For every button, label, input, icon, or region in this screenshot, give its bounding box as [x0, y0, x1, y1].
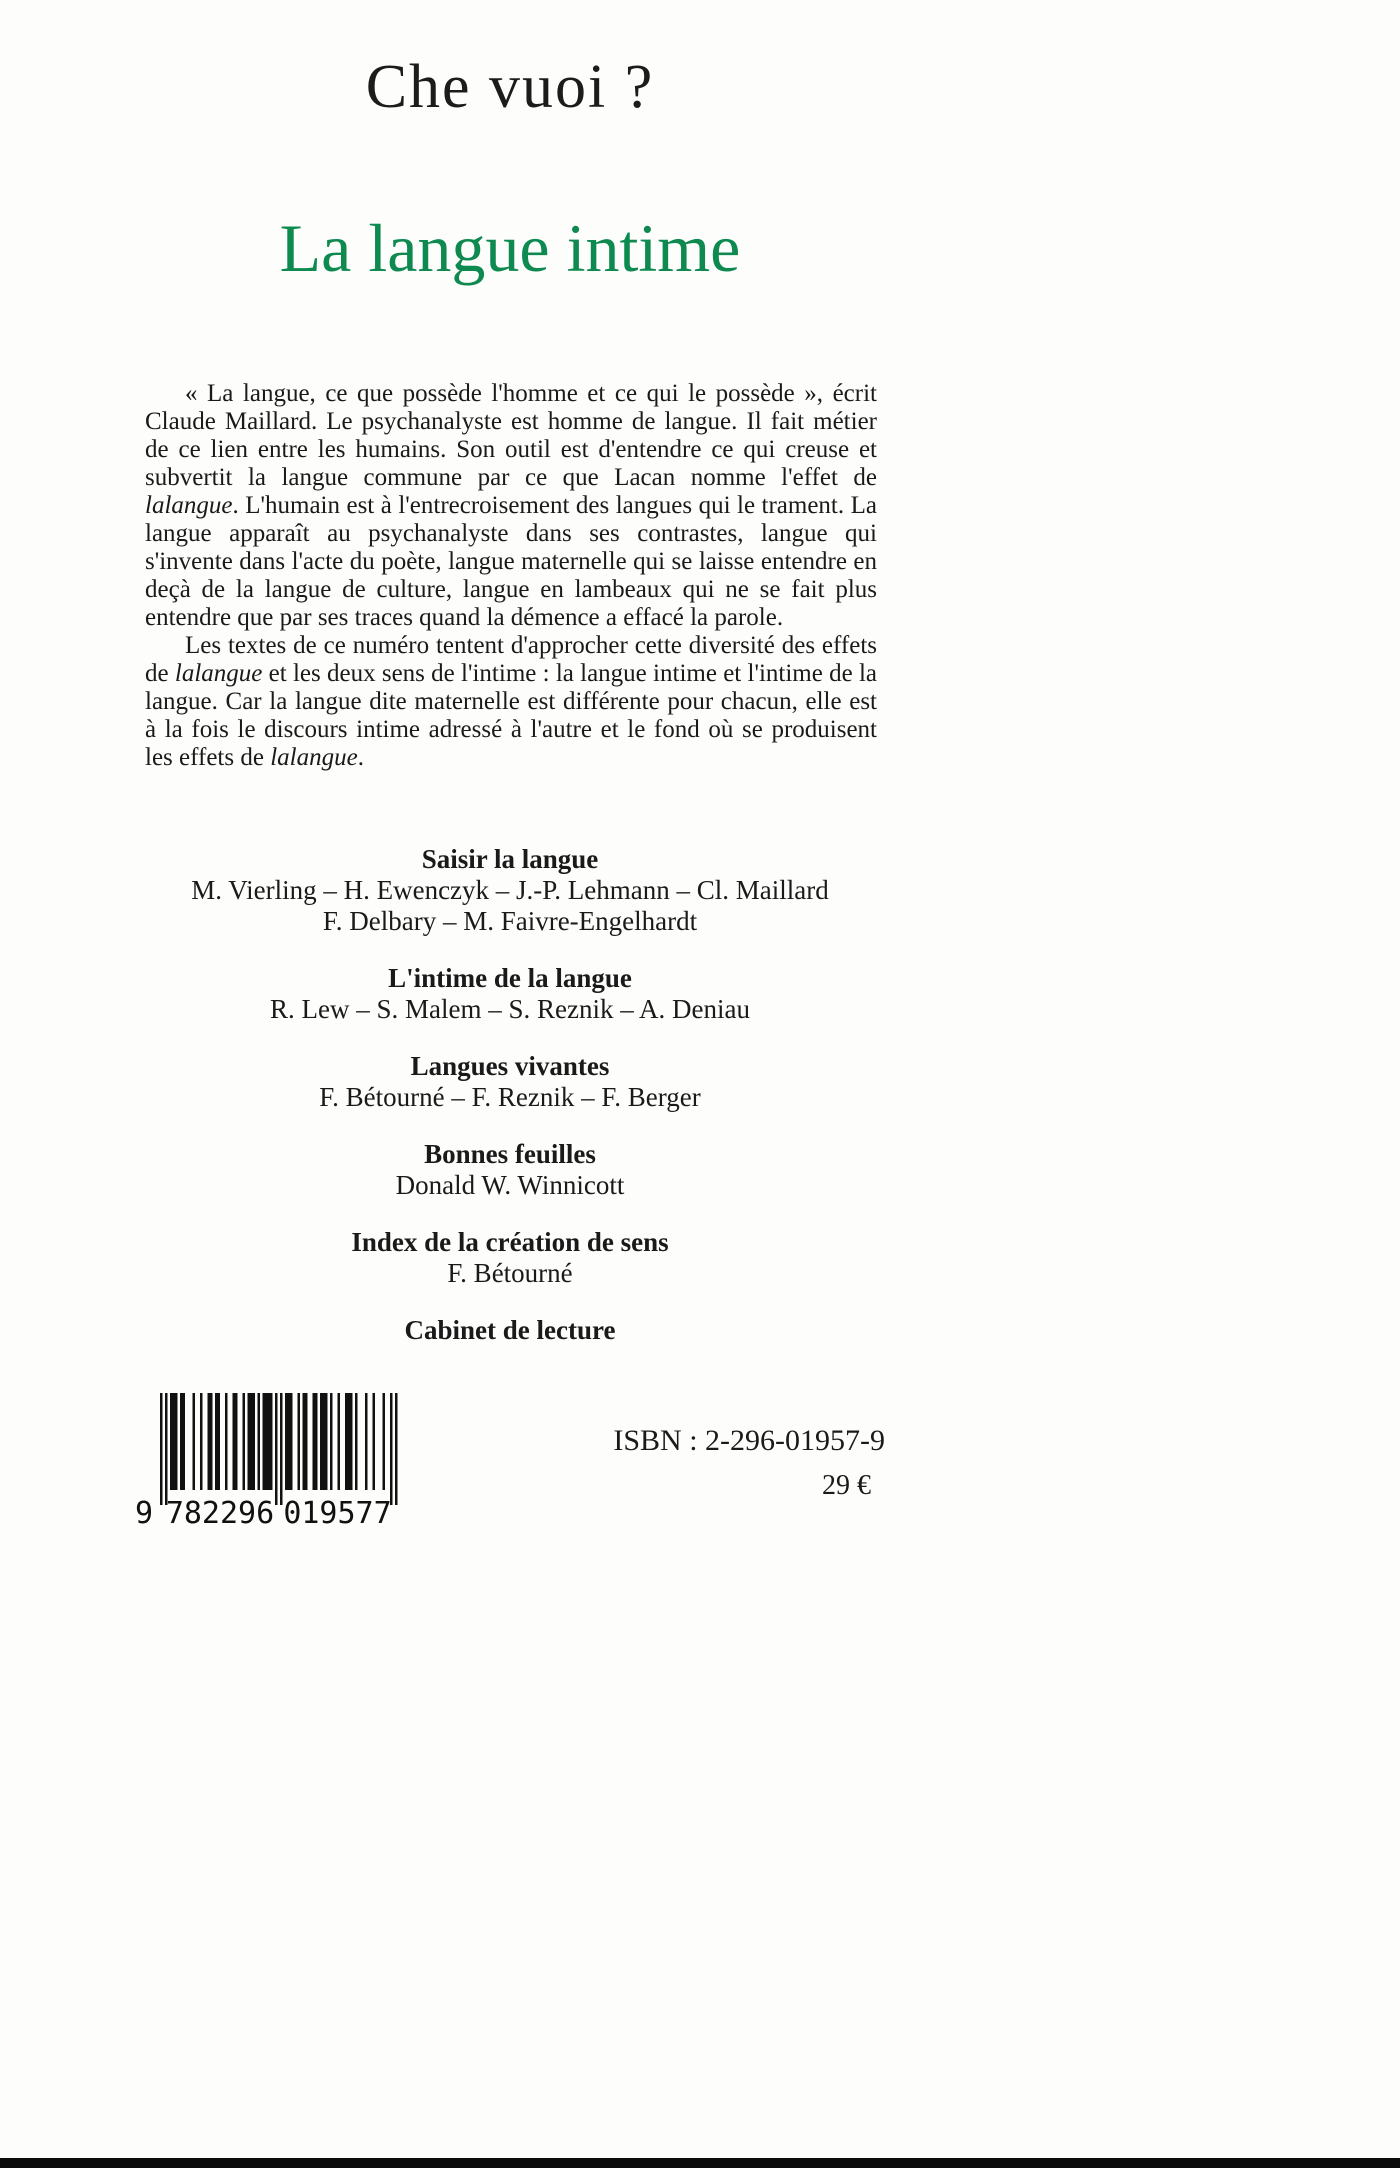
toc-authors-line: R. Lew – S. Malem – S. Reznik – A. Deniau	[270, 994, 750, 1024]
toc-section-heading: Cabinet de lecture	[404, 1315, 616, 1345]
blurb-paragraph: Les textes de ce numéro tentent d'approcher cette diversité des effets de lalangue et les deux sens de l'intime : la langue intime et l'intime de la langue. Car la langue dite maternelle est différente pour chacun, elle est à la fois le discours intime adressé à l'autre et le fond où se produisent les effets de lalangue.	[145, 632, 877, 771]
table-of-contents	[0, 844, 1020, 1346]
journal-title: La langue intime	[279, 210, 741, 286]
blurb-paragraph: « La langue, ce que possède l'homme et ce qui le possède », écrit Claude Maillard. Le psychanalyste est homme de langue. Il fait métier de ce lien entre les humains. Son outil est d'entendre ce qui creuse et subvertit la langue commune par ce que Lacan nomme l'effet de lalangue. L'humain est à l'entrecroisement des langues qui le trament. La langue apparaît au psychanalyste dans ses contrastes, langue qui s'invente dans l'acte du poète, langue maternelle qui se laisse entendre en deçà de la langue de culture, langue en lambeaux qui ne se fait plus entendre que par ses traces quand la démence a effacé la parole.	[145, 380, 877, 631]
series-title: Che vuoi ?	[365, 53, 655, 121]
barcode-block	[130, 1393, 400, 1538]
toc-section-heading: L'intime de la langue	[388, 963, 632, 993]
toc-section	[0, 1227, 1020, 1289]
toc-section	[0, 1139, 1020, 1201]
svg-text:9: 9	[134, 1496, 154, 1531]
blurb	[145, 380, 877, 772]
toc-authors-line: M. Vierling – H. Ewenczyk – J.-P. Lehmann – Cl. Maillard	[191, 875, 829, 905]
toc-authors-line: F. Bétourné	[447, 1258, 573, 1288]
toc-section	[0, 1051, 1020, 1113]
price-text: 29 €	[822, 1470, 871, 1501]
toc-section-heading: Index de la création de sens	[351, 1227, 669, 1257]
barcode	[130, 1393, 400, 1533]
book-back-cover	[0, 0, 1020, 1372]
isbn-text: ISBN : 2-296-01957-9	[613, 1424, 885, 1457]
toc-section-heading: Saisir la langue	[421, 844, 599, 874]
toc-section	[0, 844, 1020, 937]
isbn-price-block	[540, 1424, 885, 1502]
toc-section	[0, 963, 1020, 1025]
svg-text:782296: 782296	[165, 1496, 275, 1531]
toc-section-heading: Langues vivantes	[410, 1051, 610, 1081]
toc-section-heading: Bonnes feuilles	[424, 1139, 596, 1169]
toc-section	[0, 1315, 1020, 1346]
svg-text:019577: 019577	[283, 1496, 392, 1531]
scan-edge-artifact	[0, 2158, 1400, 2168]
toc-authors-line: F. Bétourné – F. Reznik – F. Berger	[319, 1082, 701, 1112]
toc-authors-line: F. Delbary – M. Faivre-Engelhardt	[322, 906, 698, 936]
toc-authors-line: Donald W. Winnicott	[395, 1170, 625, 1200]
